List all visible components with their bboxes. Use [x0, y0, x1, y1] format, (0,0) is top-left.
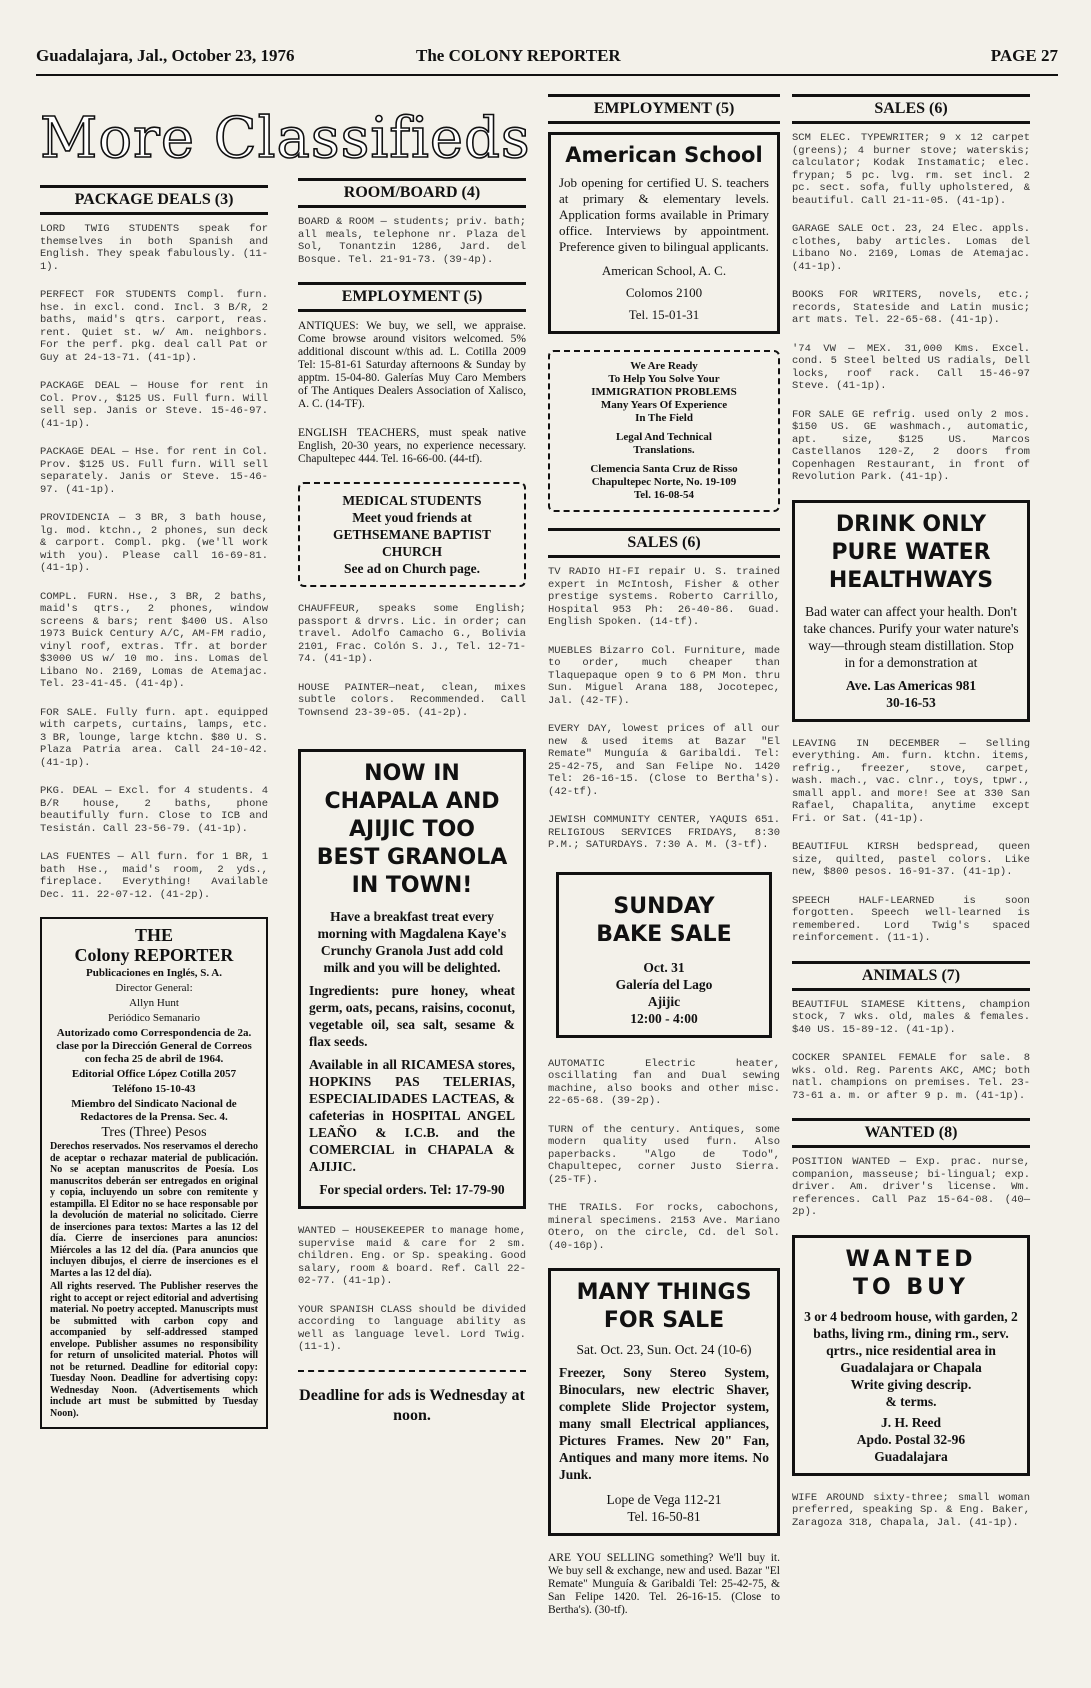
granola-orders: For special orders. Tel: 17-79-90: [319, 1182, 505, 1197]
imprint-publisher: Publicaciones en Inglés, S. A.: [86, 967, 222, 979]
school-tel: Tel. 15-01-31: [628, 307, 700, 322]
imprint-office: Editorial Office López Cotilla 2057: [71, 1068, 237, 1080]
sales-list-3: [792, 132, 1030, 484]
section-animals: ANIMALS (7): [792, 961, 1030, 991]
wanted-body: 3 or 4 bedroom house, with garden, 2 baths, living rm., dining rm., serv. qrtrs., nice residential area in Guadalajara or Chapala Write giving descrip. & terms.: [804, 1308, 1018, 1409]
wanted-name: J. H. Reed: [881, 1414, 941, 1430]
section-package-deals: PACKAGE DEALS (3): [40, 185, 268, 215]
paper-name: The COLONY REPORTER: [416, 46, 621, 65]
dateline: Guadalajara, Jal., October 23, 1976: [36, 46, 295, 65]
granola-availability: Available in all RICAMESA stores, HOPKINS PAS TELERIAS, ESPECIALIDADES LACTEAS, & cafeterias in HOSPITAL ANGEL LEAÑO & I.C.B. and the COMERCIAL in CHAPALA & AJIJIC.: [309, 1057, 515, 1174]
bake-sale-ad: [556, 872, 772, 1038]
column-4: [792, 86, 1030, 1545]
classified-ad: COCKER SPANIEL FEMALE for sale. 8 wks. old. Reg. Parents AKC, AMC; both natl. champions on premises. Tel. 23-73-61 a. m. or after 9 p. m. (41-1p).: [792, 1052, 1030, 1102]
deadline-notice: Deadline for ads is Wednesday at noon.: [298, 1370, 526, 1426]
school-body: Job opening for certified U. S. teachers at primary & elementary levels. Application forms available in Primary office. Interviews by appointment. Preference given to bilingual applicants.: [559, 175, 769, 254]
many-things-title: MANY THINGS FOR SALE: [576, 1280, 752, 1333]
wanted-title: WANTED TO BUY: [845, 1246, 977, 1300]
classified-ad: LORD TWIG STUDENTS speak for themselves in both Spanish and English. They speak fabulously. (11-1).: [40, 223, 268, 273]
header-rule: [36, 74, 1058, 76]
granola-headline: NOW IN CHAPALA AND AJIJIC TOO BEST GRANOLA IN TOWN!: [316, 761, 508, 898]
classified-ad: BOARD & ROOM — students; priv. bath; all meals, telephone nr. Plaza del Sol, Tonantzin 1286, Jard. del Bosque. Tel. 21-91-73. (39-4p).: [298, 216, 526, 266]
imprint-miembro: Miembro del Sindicato Nacional de Redactores de la Prensa. Sec. 4.: [71, 1098, 237, 1123]
classified-ad: PACKAGE DEAL — Hse. for rent in Col. Prov. $125 US. Full furn. Will sell separately. Janis or Steve. 15-46-97. (41-1p).: [40, 446, 268, 496]
many-things-ad: [548, 1268, 780, 1536]
classified-ad-position: POSITION WANTED — Exp. prac. nurse, companion, masseuse; bi-lingual; exp. driver. Am. driver's license. Wm. references. Call Paz 15-64-08. (40—2p).: [792, 1156, 1030, 1218]
medical-students-ad: MEDICAL STUDENTS Meet youd friends at GETHSEMANE BAPTIST CHURCH See ad on Church page.: [298, 482, 526, 587]
classified-ad: SPEECH HALF-LEARNED is soon forgotten. Speech well-learned is remembered. Lord Twig's spaced reinforcement. (11-1).: [792, 894, 1030, 944]
classified-ad: FOR SALE. Fully furn. apt. equipped with carpets, curtains, lamps, etc. 3 BR, lounge, large ktchn. $80 U. S. Plaza Patria area. Call 24-10-42. (41-1p).: [40, 706, 268, 769]
classified-ad: JEWISH COMMUNITY CENTER, YAQUIS 651. RELIGIOUS SERVICES FRIDAYS, 8:30 P.M.; SATURDAYS. 7:30 A. M. (3-tf).: [548, 814, 780, 851]
classified-ad: THE TRAILS. For rocks, cabochons, mineral specimens. 2153 Ave. Mariano Otero, on the circle, Cd. del Sol. (40-16p).: [548, 1202, 780, 1252]
classified-ad: PKG. DEAL — Excl. for 4 students. 4 B/R house, 2 baths, phone beautifully furn. Close to ICB and Tesistán. Call 23-56-79. (41-1p).: [40, 785, 268, 835]
classified-ad: AUTOMATIC Electric heater, oscillating fan and Dual sewing machine, also books and other misc. 22-65-68. (39-2p).: [548, 1057, 780, 1107]
package-deals-list: [40, 223, 268, 901]
bake-sale-title: SUNDAY BAKE SALE: [596, 893, 732, 947]
masthead-title: More Classifieds: [40, 106, 531, 171]
imprint-director-label: Director General:: [115, 982, 193, 994]
page-header: [36, 46, 1058, 70]
classified-ad: MUEBLES Bizarro Col. Furniture, made to order, much cheaper than Tlaquepaque open 9 to 6 PM Mon. thru Sun. Miguel Arana 188, Jocotepec, Jal. (42-TF).: [548, 644, 780, 707]
classified-ad-selling: ARE YOU SELLING something? We'll buy it. We buy sell & exchange, new and used. Bazar "El Remate" Munguía & Garibaldi Tel: 25-42-75, & San Felipe 1420. Tel. 26-16-15. (Close to Bertha's). (30-tf).: [548, 1552, 780, 1616]
classified-ad: SCM ELEC. TYPEWRITER; 9 x 12 carpet (greens); 4 burner stove; waterskis; calculator; Kodak Instamatic; elec. frypan; 5 pc. lvg. rm. set incl. 2 pc. sect. sofa, fully upholstered, & beautiful. Call 21-11-05. (41-1p).: [792, 132, 1030, 207]
classified-ad: BEAUTIFUL SIAMESE Kittens, champion stock, 7 wks. old, males & females. $40 US. 15-89-12. (41-1p).: [792, 998, 1030, 1036]
classified-ad: GARAGE SALE Oct. 23, 24 Elec. appls. clothes, baby articles. Lomas del Libano No. 2169, Lomas de Atemajac. (41-1p).: [792, 223, 1030, 273]
imprint-periodico: Periódico Semanario: [108, 1012, 200, 1024]
classified-ad-spanish-class: YOUR SPANISH CLASS should be divided according to language ability as well as language level. Lord Twig. (11-1).: [298, 1303, 526, 1353]
column-2: [298, 170, 526, 1426]
classified-ad: BEAUTIFUL KIRSH bedspread, queen size, quilted, pastel colors. Like new, $800 pesos. 16-91-37. (41-1p).: [792, 841, 1030, 878]
classified-ad: LEAVING IN DECEMBER — Selling everything. Am. furn. ktchn. items, refrig., freezer, stove, carpet, wash. mach., vac. clnr., toys, tpwr., small appl. and more! See at 330 San Rafael, Chapalita, anytime except Fri. or Sat. (41-1p).: [792, 737, 1030, 825]
school-name: American School, A. C.: [601, 263, 727, 278]
many-things-date: Sat. Oct. 23, Sun. Oct. 24 (10-6): [576, 1342, 752, 1357]
water-address: Ave. Las Americas 981 30-16-53: [845, 677, 977, 710]
classified-ad: BOOKS FOR WRITERS, novels, etc.; records, Stateside and Latin music; art mats. Tel. 22-65-68. (41-1p).: [792, 289, 1030, 326]
immigration-contact: Clemencia Santa Cruz de Risso Chapultepec Norte, No. 19-109 Tel. 16-08-54: [590, 463, 738, 501]
classified-ad-english-teachers: ENGLISH TEACHERS, must speak native English, 20-30 years, no experience necessary. Chapultepec 444. Tel. 16-66-00. (44-tf).: [298, 427, 526, 465]
classified-ad-housekeeper: WANTED — HOUSEKEEPER to manage home, supervise maid & care for 2 sm. children. Eng. or Sp. speaking. Good salary, room & board. Ref. Call 22-02-77. (41-1p).: [298, 1225, 526, 1287]
classified-ad: PROVIDENCIA — 3 BR, 3 bath house, lg. mod. ktchn., 2 phones, sun deck & carport. Compl. pkg. (we'll work with you). Please call 16-69-81. (41-1p).: [40, 512, 268, 574]
school-address: Colomos 2100: [625, 285, 703, 300]
immigration-text: We Are Ready To Help You Solve Your IMMIGRATION PROBLEMS Many Years Of Experience In The Field: [591, 360, 737, 424]
section-room-board: ROOM/BOARD (4): [298, 178, 526, 208]
imprint-box: [40, 917, 268, 1429]
water-body: Bad water can affect your health. Don't take chances. Purify your water nature's way—through steam distillation. Stop in for a demonstration at: [803, 603, 1019, 670]
immigration-ad: [548, 350, 780, 512]
wanted-address: Apdo. Postal 32-96 Guadalajara: [856, 1431, 966, 1464]
classified-ad-chauffeur: CHAUFFEUR, speaks some English; passport & drvrs. Lic. in order; can travel. Adolfo Camacho G., Bolivia 2101, Frac. Colón S. J., Tel. 12-71-74. (41-1p).: [298, 603, 526, 665]
classified-ad-painter: HOUSE PAINTER—neat, clean, mixes subtle colors. Recommended. Call Townsend 23-39-05. (41-2p).: [298, 681, 526, 719]
classified-ad: LAS FUENTES — All furn. for 1 BR, 1 bath Hse., maid's room, 2 yds., fireplace. Everything! Available Dec. 11. 22-07-12. (41-2p).: [40, 851, 268, 901]
granola-ad: [298, 749, 526, 1209]
immigration-translations: Legal And Technical Translations.: [616, 431, 712, 456]
sales-list-2: [548, 1058, 780, 1253]
granola-ingredients: Ingredients: pure honey, wheat germ, oats, pecans, raisins, coconut, vegetable oil, sea salt, sesame & flax seeds.: [309, 983, 515, 1049]
wanted-to-buy-ad: [792, 1235, 1030, 1476]
section-sales: SALES (6): [548, 528, 780, 558]
sales-list-4: [792, 738, 1030, 945]
imprint-director: Allyn Hunt: [129, 997, 179, 1009]
imprint-title: THE Colony REPORTER: [74, 925, 234, 965]
classified-ad: EVERY DAY, lowest prices of all our new & used items at Bazar "El Remate" Munguía & Garibaldi. Tel: 25-42-75, and San Felipe No. 1420 Tel: 26-16-15. (Close to Bertha's). (42-tf).: [548, 723, 780, 798]
classified-ad-antiques: ANTIQUES: We buy, we sell, we appraise. Come browse around visitors welcomed. 5% additional discount w/this ad. L. Cotilla 2009 Tel: 15-81-61 Saturday afternoons & Sunday by apptm. 15-04-80. Galerías Muy Caro Members of The Antiques Dealers Association of Xalisco, A. C. (14-TF).: [298, 320, 526, 410]
animals-list: [792, 999, 1030, 1103]
column-3: [548, 86, 780, 1633]
section-employment: EMPLOYMENT (5): [298, 282, 526, 312]
water-ad: [792, 500, 1030, 722]
page-number: PAGE 27: [990, 46, 1058, 65]
classified-ad: PERFECT FOR STUDENTS Compl. furn. hse. in excl. cond. Incl. 3 B/R, 2 baths, maid's qtrs. carport, reas. rent. Quiet st. w/ Am. neighbors. For the perf. pkg. deal call Pat or Guy at 24-13-71. (41-1p).: [40, 289, 268, 364]
classified-ad-wife: WIFE AROUND sixty-three; small woman preferred, speaking Sp. & Eng. Baker, Zaragoza 318, Chapala, Jal. (41-1p).: [792, 1491, 1030, 1529]
section-employment-2: EMPLOYMENT (5): [548, 94, 780, 124]
school-title: American School: [565, 143, 763, 167]
classified-ad: FOR SALE GE refrig. used only 2 mos. $150 US. GE washmach., automatic, apt. size, $125 US. Marcos Castellanos 120-Z, 2 doors from Copenhagen Restaurant, in front of Revolution Park. (41-1p).: [792, 408, 1030, 483]
many-things-list: Freezer, Sony Stereo System, Binoculars, new electric Shaver, complete Slide Projector system, many small Electrical appliances, Pictures Frames. New 20" Fan, Antiques and many more items. No Junk.: [559, 1365, 769, 1482]
section-sales-2: SALES (6): [792, 94, 1030, 124]
granola-body: Have a breakfast treat every morning with Magdalena Kaye's Crunchy Granola Just add cold milk and you will be delighted.: [317, 909, 507, 975]
american-school-ad: [548, 132, 780, 334]
classified-ad: '74 VW — MEX. 31,000 Kms. Excel. cond. 5 Steel belted US radials, Dell locks, roof rack. Call 15-46-97 Steve. (41-1p).: [792, 342, 1030, 392]
classified-ad: TURN of the century. Antiques, some modern quality used furn. Also paperbacks. "Algo de Todo", Chapultepec, corner Justo Sierra. (25-TF).: [548, 1123, 780, 1186]
classified-ad: PACKAGE DEAL — House for rent in Col. Prov., $125 US. Full furn. Will sell sep. Janis or Steve. 15-46-97. (41-1p).: [40, 380, 268, 430]
many-things-address: Lope de Vega 112-21 Tel. 16-50-81: [606, 1492, 722, 1524]
sales-list: [548, 566, 780, 852]
water-title: DRINK ONLY PURE WATER HEALTHWAYS: [828, 511, 994, 593]
imprint-autorizado: Autorizado como Correspondencia de 2a. clase por la Dirección General de Correos con fecha 25 de abril de 1964.: [56, 1027, 252, 1065]
imprint-legal-en: All rights reserved. The Publisher reserves the right to accept or reject editorial and advertising material. No poetry accepted. Manuscripts must be submitted with carbon copy and accompanied by self-addressed stamped envelope. Publisher assumes no responsibility for return of unsolicited material. Photos will not be returned. Deadline for editorial copy: Tuesday Noon. Deadline for advertising copy: Wednesday Noon. (Advertisements which include art must be submitted by Tuesday Noon).: [50, 1281, 258, 1419]
section-wanted: WANTED (8): [792, 1118, 1030, 1148]
classified-ad: COMPL. FURN. Hse., 3 BR, 2 baths, maid's qtrs., 2 phones, window screens & bars; rent $400 US. Also 1973 Buick Century A/C, AM-FM radio, vinyl roof, extras. Tfr. at border $3000 US w/ 10 mo. ins. Lomas del Libano No. 2169, Lomas de Atemajac. Tel. 23-41-45. (41-4p).: [40, 590, 268, 690]
imprint-telefono: Teléfono 15-10-43: [112, 1083, 196, 1095]
bake-sale-details: Oct. 31 Galería del Lago Ajijic 12:00 - 4:00: [615, 959, 713, 1026]
imprint-legal-es: Derechos reservados. Nos reservamos el derecho de aceptar o rechazar material de publicación. No se aceptan manuscritos de Poesía. Los manuscritos deberán ser entregados en original y copia, incluyendo un sobre con remitente y estampilla. El Editor no se hace responsable por la devolución de material no solicitado. Cierre de inserciones para textos: Martes a las 12 del día. Cierre de inserciones para anuncios: Miércoles a las 12 del día. (Para anuncios que incluyen dibujos, el cierre de inserciones es el Martes a las 12 del día).: [50, 1141, 258, 1279]
classified-ad: TV RADIO HI-FI repair U. S. trained expert in McIntosh, Fisher & other prestige systems. Roberto Carrillo, Hospital 953 Ph: 26-40-86. Guad. English Spoken. (14-tf).: [548, 566, 780, 628]
imprint-price: Tres (Three) Pesos: [101, 1125, 207, 1140]
